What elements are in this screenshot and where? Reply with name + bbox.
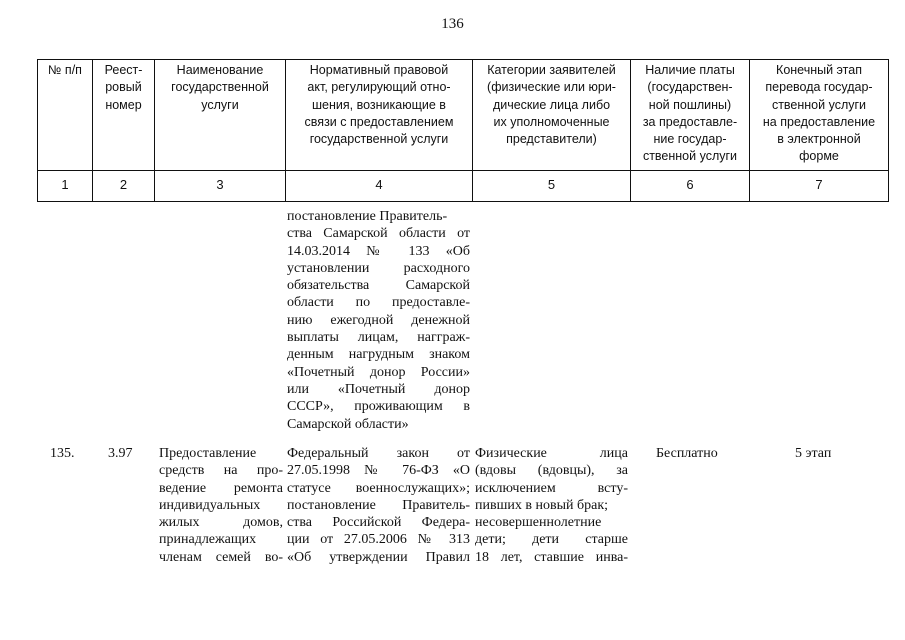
final-stage: 5 этап: [795, 446, 832, 461]
header-col-7: Конечный этап перевода государ- ственной услуги на предоставление в электронной форме: [762, 63, 876, 164]
col-number-1: 1: [61, 177, 69, 192]
service-name: Предоставление средств на про- ведение ремонта индивидуальных жилых домов, принадлежащих членам семей во-: [159, 446, 283, 565]
col-number-7: 7: [815, 177, 823, 192]
table-rule-v7: [888, 59, 889, 202]
header-bottom-rule: [37, 170, 889, 171]
continuation-act-text: постановление Правитель- ства Самарской области от 14.03.2014 № 133 «Об установлении расходного обязательства Самарской области по предоставле- нию ежегодной денежной выплаты лицам, нагграж- денным нагрудным знаком «Почетный донор России» или «Почетный донор СССР», проживающим в Самарской области»: [287, 209, 470, 432]
col-number-5: 5: [547, 177, 556, 192]
header-col-3: Наименование государственной услуги: [171, 63, 269, 112]
col-number-4: 4: [375, 177, 383, 192]
fee: Бесплатно: [656, 446, 718, 461]
col-number-3: 3: [216, 177, 224, 192]
col-number-6: 6: [686, 177, 694, 192]
registry-number: 3.97: [108, 446, 133, 461]
page-number: 136: [441, 16, 464, 32]
header-col-1: № п/п: [48, 63, 82, 77]
table-top-rule: [37, 59, 889, 60]
row-number: 135.: [50, 446, 75, 461]
col-number-2: 2: [119, 177, 128, 192]
header-col-4: Нормативный правовой акт, регулирующий отно- шения, возникающие в связи с предоставлением государственной услуги: [304, 63, 454, 147]
header-col-5: Категории заявителей (физические или юри- дические лица либо их уполномоченные представители): [487, 63, 616, 147]
number-row-bottom-rule: [37, 201, 889, 202]
regulatory-act: Федеральный закон от 27.05.1998 № 76-ФЗ «О статусе военнослужащих»; постановление Правитель- ства Российской Федера- ции от 27.05.2006 № 313 «Об утверждении Правил: [287, 446, 470, 565]
applicant-categories: Физические лица (вдовы (вдовцы), за исключением всту- пивших в новый брак; несовершеннолетние дети; дети старше 18 лет, ставшие инва-: [475, 446, 628, 565]
header-col-6: Наличие платы (государствен- ной пошлины) за предоставле- ние государ- ственной услуги: [642, 63, 738, 164]
header-col-2: Реест- ровый номер: [104, 63, 143, 112]
